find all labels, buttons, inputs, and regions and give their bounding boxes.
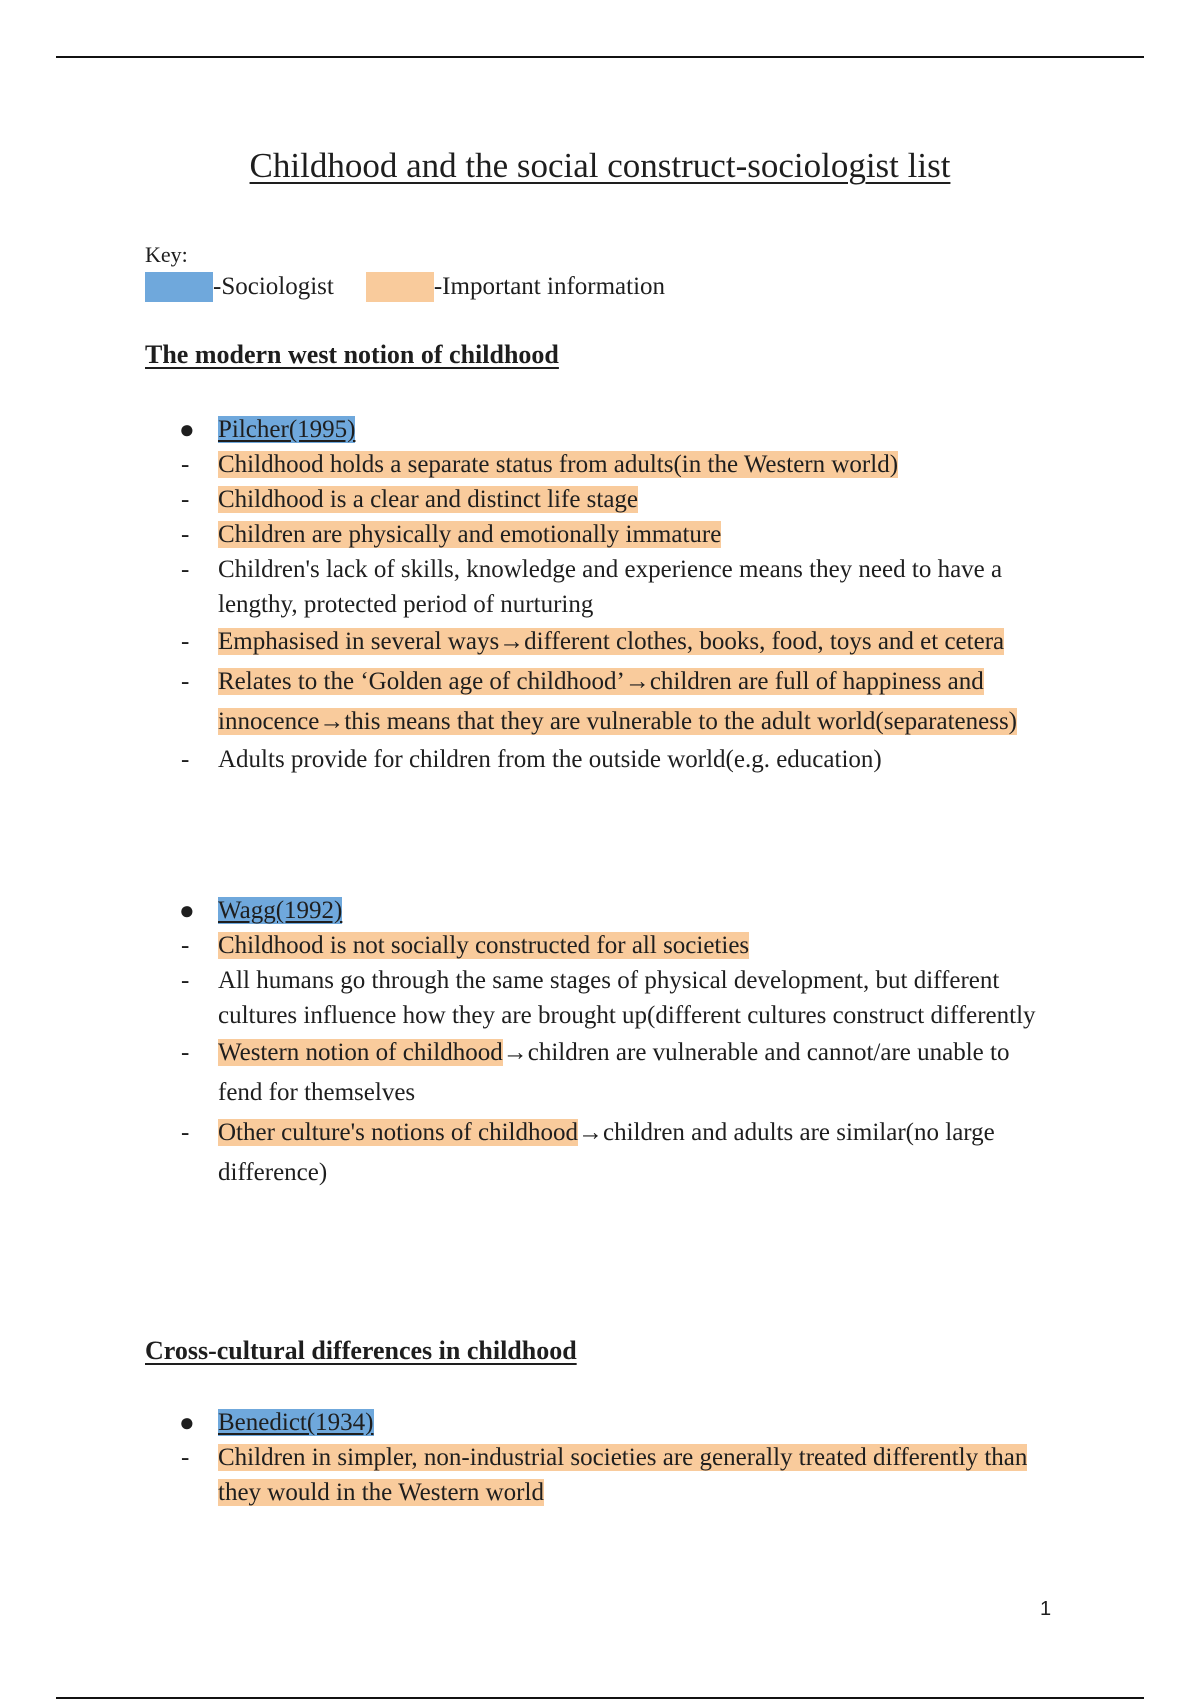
sociologist-swatch — [145, 272, 213, 302]
dash-marker: - — [181, 746, 190, 773]
footer-rule — [56, 1697, 1144, 1699]
wagg-list — [145, 893, 1045, 1193]
list-item — [145, 447, 1045, 482]
dash-marker: - — [181, 1039, 190, 1066]
dash-marker: - — [181, 486, 190, 513]
sociologist-key-label: -Sociologist — [213, 273, 334, 300]
key-legend — [145, 270, 665, 304]
important-text: Emphasised in several ways→different clothes, books, food, toys and et cetera — [218, 628, 1005, 655]
body-text: Adults provide for children from the outside world(e.g. education) — [218, 746, 882, 773]
important-swatch — [366, 272, 434, 302]
section-heading-modern-west: The modern west notion of childhood — [145, 340, 559, 369]
dash-marker: - — [181, 1119, 190, 1146]
important-text: Childhood is a clear and distinct life stage — [218, 486, 639, 513]
important-text: Childhood is not socially constructed for all societies — [218, 932, 750, 959]
list-item — [145, 893, 1045, 928]
dash-marker: - — [181, 967, 190, 994]
list-item — [145, 482, 1045, 517]
body-text: →children are vulnerable and cannot/are unable to fend for themselves — [218, 1039, 1010, 1106]
bullet-marker: ● — [179, 896, 195, 925]
sociologist-name: Benedict(1934) — [218, 1409, 374, 1436]
important-text: Children are physically and emotionally immature — [218, 521, 722, 548]
dash-marker: - — [181, 556, 190, 583]
list-item — [145, 622, 1045, 662]
important-text: Other culture's notions of childhood — [218, 1119, 578, 1146]
body-text: All humans go through the same stages of physical development, but different cultures influence how they are brought up(different cultures construct differently — [218, 967, 1036, 1029]
list-item — [145, 1405, 1045, 1440]
bullet-marker: ● — [179, 1408, 195, 1437]
dash-marker: - — [181, 628, 190, 655]
important-text: Western notion of childhood — [218, 1039, 503, 1066]
header-rule — [56, 56, 1144, 58]
list-item — [145, 552, 1045, 622]
list-item — [145, 963, 1045, 1033]
body-text: →children and adults are similar(no large difference) — [218, 1119, 995, 1186]
section-heading-cross-cultural: Cross-cultural differences in childhood — [145, 1336, 577, 1365]
pilcher-list — [145, 412, 1045, 777]
list-item — [145, 1113, 1045, 1193]
list-item — [145, 928, 1045, 963]
important-text: Childhood holds a separate status from adults(in the Western world) — [218, 451, 899, 478]
list-item — [145, 1440, 1045, 1510]
body-text: Children's lack of skills, knowledge and experience means they need to have a lengthy, protected period of nurturing — [218, 556, 1003, 618]
dash-marker: - — [181, 451, 190, 478]
sociologist-name: Pilcher(1995) — [218, 416, 356, 443]
important-text: Relates to the ‘Golden age of childhood’→children are full of happiness and innocence→this means that they are vulnerable to the adult world(separateness) — [218, 668, 1018, 735]
sociologist-name: Wagg(1992) — [218, 897, 343, 924]
important-key-label: -Important information — [433, 273, 666, 300]
bullet-marker: ● — [179, 415, 195, 444]
list-item — [145, 742, 1045, 777]
dash-marker: - — [181, 668, 190, 695]
list-item — [145, 1033, 1045, 1113]
document-title: Childhood and the social construct-sociologist list — [249, 146, 951, 185]
list-item — [145, 412, 1045, 447]
dash-marker: - — [181, 521, 190, 548]
dash-marker: - — [181, 932, 190, 959]
dash-marker: - — [181, 1444, 190, 1471]
list-item — [145, 517, 1045, 552]
important-text: Children in simpler, non-industrial societies are generally treated differently than they would in the Western world — [218, 1444, 1028, 1506]
page-number: 1 — [1040, 1598, 1052, 1620]
benedict-list — [145, 1405, 1045, 1510]
key-label: Key: — [145, 242, 188, 267]
list-item — [145, 662, 1045, 742]
